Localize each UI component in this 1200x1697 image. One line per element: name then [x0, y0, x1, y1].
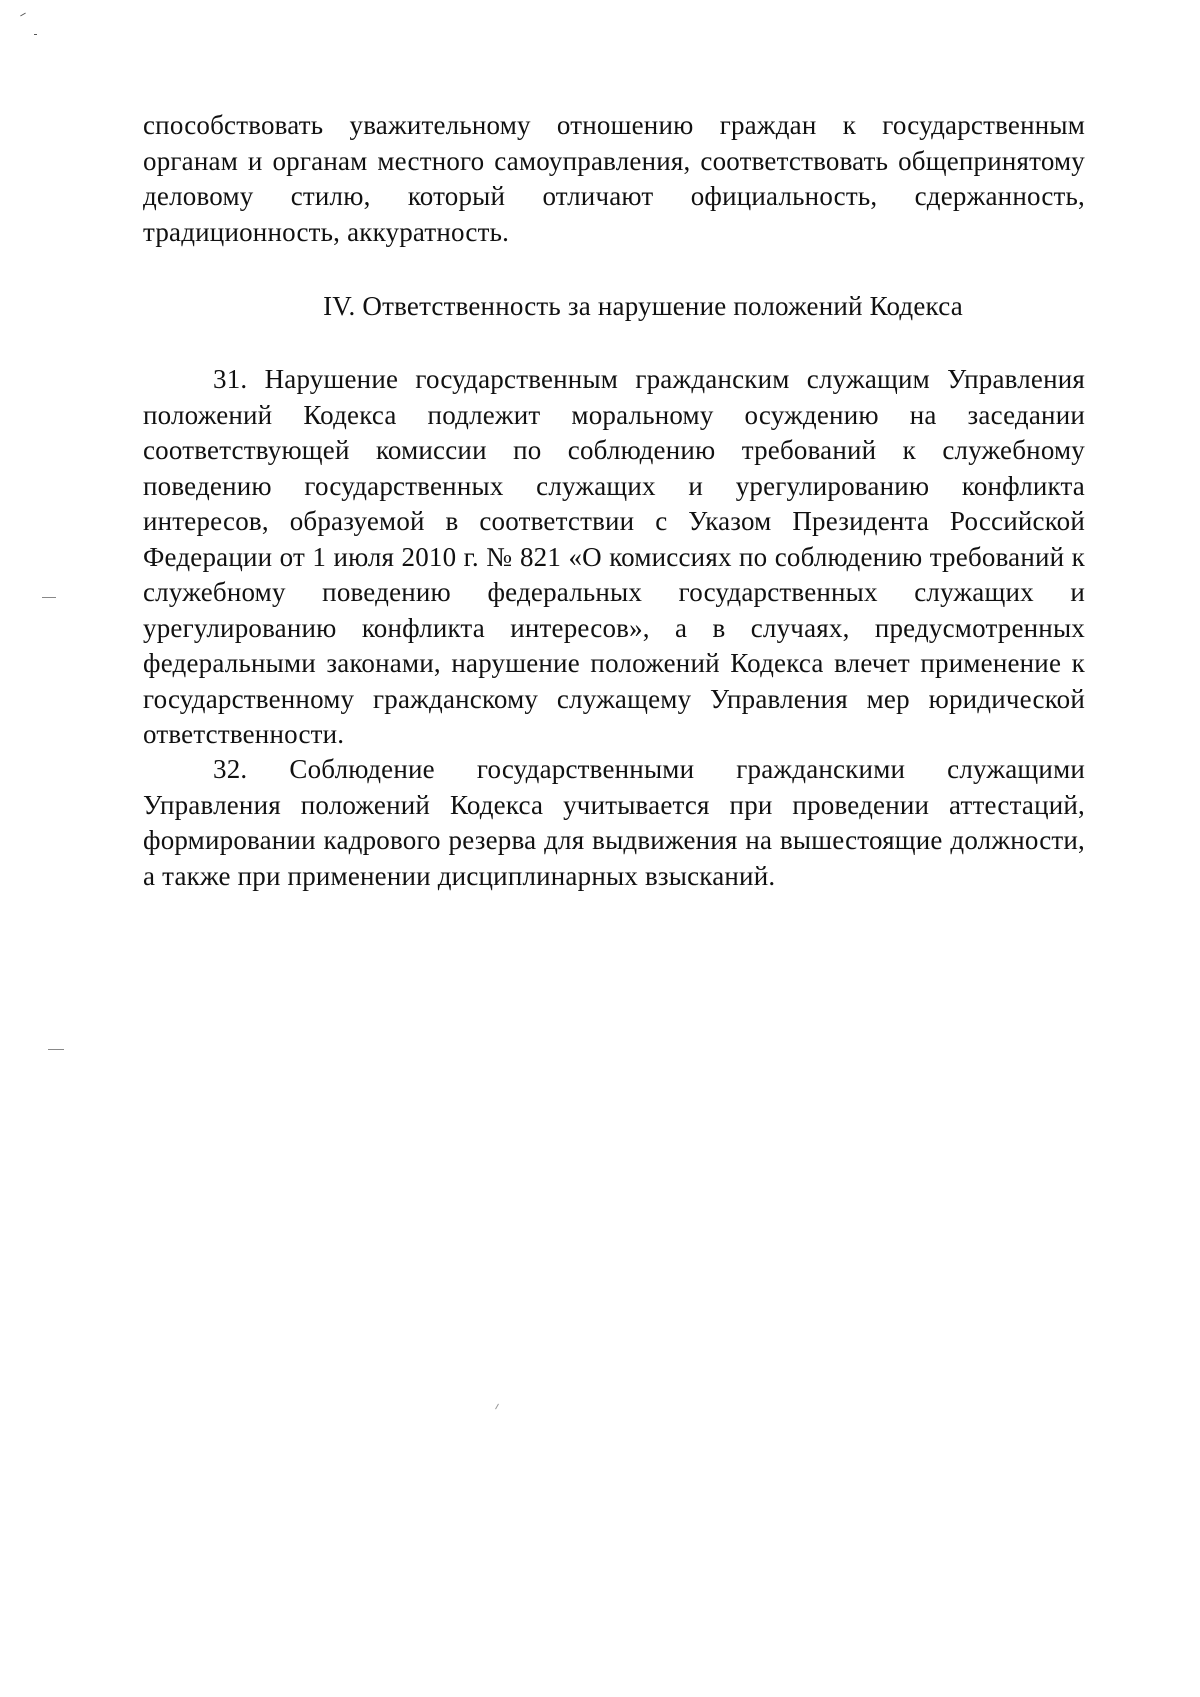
scan-mark: [20, 13, 26, 17]
scan-mark: [42, 597, 56, 598]
paragraph-32: 32. Соблюдение государственными гражданскими служащими Управления положений Кодекса учитывается при проведении аттестаций, формировании кадрового резерва для выдвижения на вышестоящие должности, а также при применении дисциплинарных взысканий.: [143, 754, 1085, 891]
scan-mark: [495, 1404, 499, 1410]
scan-mark: [48, 1049, 64, 1050]
paragraph-31: 31. Нарушение государственным гражданским служащим Управления положений Кодекса подлежит моральному осуждению на заседании соответствующей комиссии по соблюдению требований к служебному поведению государственных служащих и урегулированию конфликта интересов, образуемой в соответствии с Указом Президента Российской Федерации от 1 июля 2010 г. № 821 «О комиссиях по соблюдению требований к служебному поведению федеральных государственных служащих и урегулированию конфликта интересов», а в случаях, предусмотренных федеральными законами, нарушение положений Кодекса влечет применение к государственному гражданскому служащему Управления мер юридической ответственности.: [143, 364, 1085, 749]
scan-mark: [34, 34, 37, 35]
intro-paragraph: способствовать уважительному отношению граждан к государственным органам и органам местного самоуправления, соответствовать общепринятому деловому стилю, который отличают официальность, сдержанность, традиционность, аккуратность.: [143, 110, 1085, 247]
section-heading: IV. Ответственность за нарушение положений Кодекса: [323, 291, 963, 321]
